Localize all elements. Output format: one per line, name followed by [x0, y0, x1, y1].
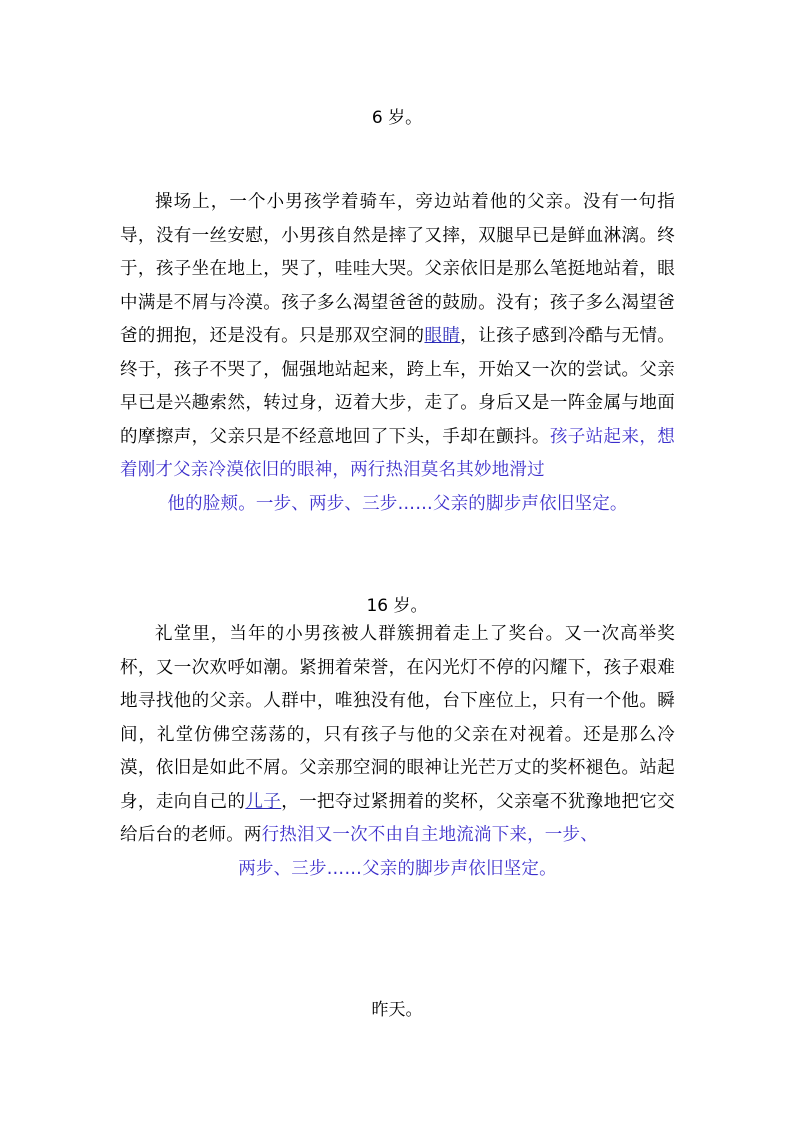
- highlighted-text-last-line: 他的脸颊。一步、两步、三步……父亲的脚步声依旧坚定。: [167, 493, 628, 514]
- section-heading-age-6: 6 岁。: [371, 108, 423, 128]
- hyperlink-son[interactable]: 儿子: [245, 791, 282, 812]
- paragraph-age-16: [120, 618, 675, 886]
- paragraph-text: ，让孩子感到冷酷与无情。终于，孩子不哭了，倔强地站起来，跨上车，开始又一次的尝试。父亲早已是兴趣索然，转过身，迈着大步，走了。身后又是一阵金属与地面的摩擦声，父亲只是不经意地回了下头，手却在颤抖。: [120, 326, 675, 447]
- paragraph-age-6: [120, 186, 675, 521]
- section-heading-yesterday: 昨天。: [371, 1000, 423, 1020]
- highlighted-text: 行热泪又一次不由自主地流淌下来，一步、: [261, 825, 598, 845]
- highlighted-text: 孩子站起来，想着刚才父亲冷漠依旧的眼神，两行热泪莫名其妙地滑过: [120, 426, 675, 480]
- paragraph-text: ，一把夺过紧拥着的奖杯，父亲毫不犹豫地把它交给后台的老师。两: [120, 791, 675, 845]
- section-heading-age-16: 16 岁。: [366, 596, 428, 616]
- paragraph-text: 操场上，一个小男孩学着骑车，旁边站着他的父亲。没有一句指导，没有一丝安慰，小男孩自然是摔了又摔，双腿早已是鲜血淋漓。终于，孩子坐在地上，哭了，哇哇大哭。父亲依旧是那么笔挺地站着，眼中满是不屑与冷漠。孩子多么渴望爸爸的鼓励。没有；孩子多么渴望爸爸的拥抱，还是没有。只是那双空洞的: [120, 192, 675, 346]
- hyperlink-eyes[interactable]: 眼睛: [424, 326, 461, 346]
- paragraph-text: 礼堂里，当年的小男孩被人群簇拥着走上了奖台。又一次高举奖杯，又一次欢呼如潮。紧拥着荣誉，在闪光灯不停的闪耀下，孩子艰难地寻找他的父亲。人群中，唯独没有他，台下座位上，只有一个他。瞬间，礼堂仿佛空荡荡的，只有孩子与他的父亲在对视着。还是那么冷漠，依旧是如此不屑。父亲那空洞的眼神让光芒万丈的奖杯褪色。站起身，走向自己的: [120, 624, 675, 812]
- highlighted-text-last-line: 两步、三步……父亲的脚步声依旧坚定。: [238, 858, 557, 879]
